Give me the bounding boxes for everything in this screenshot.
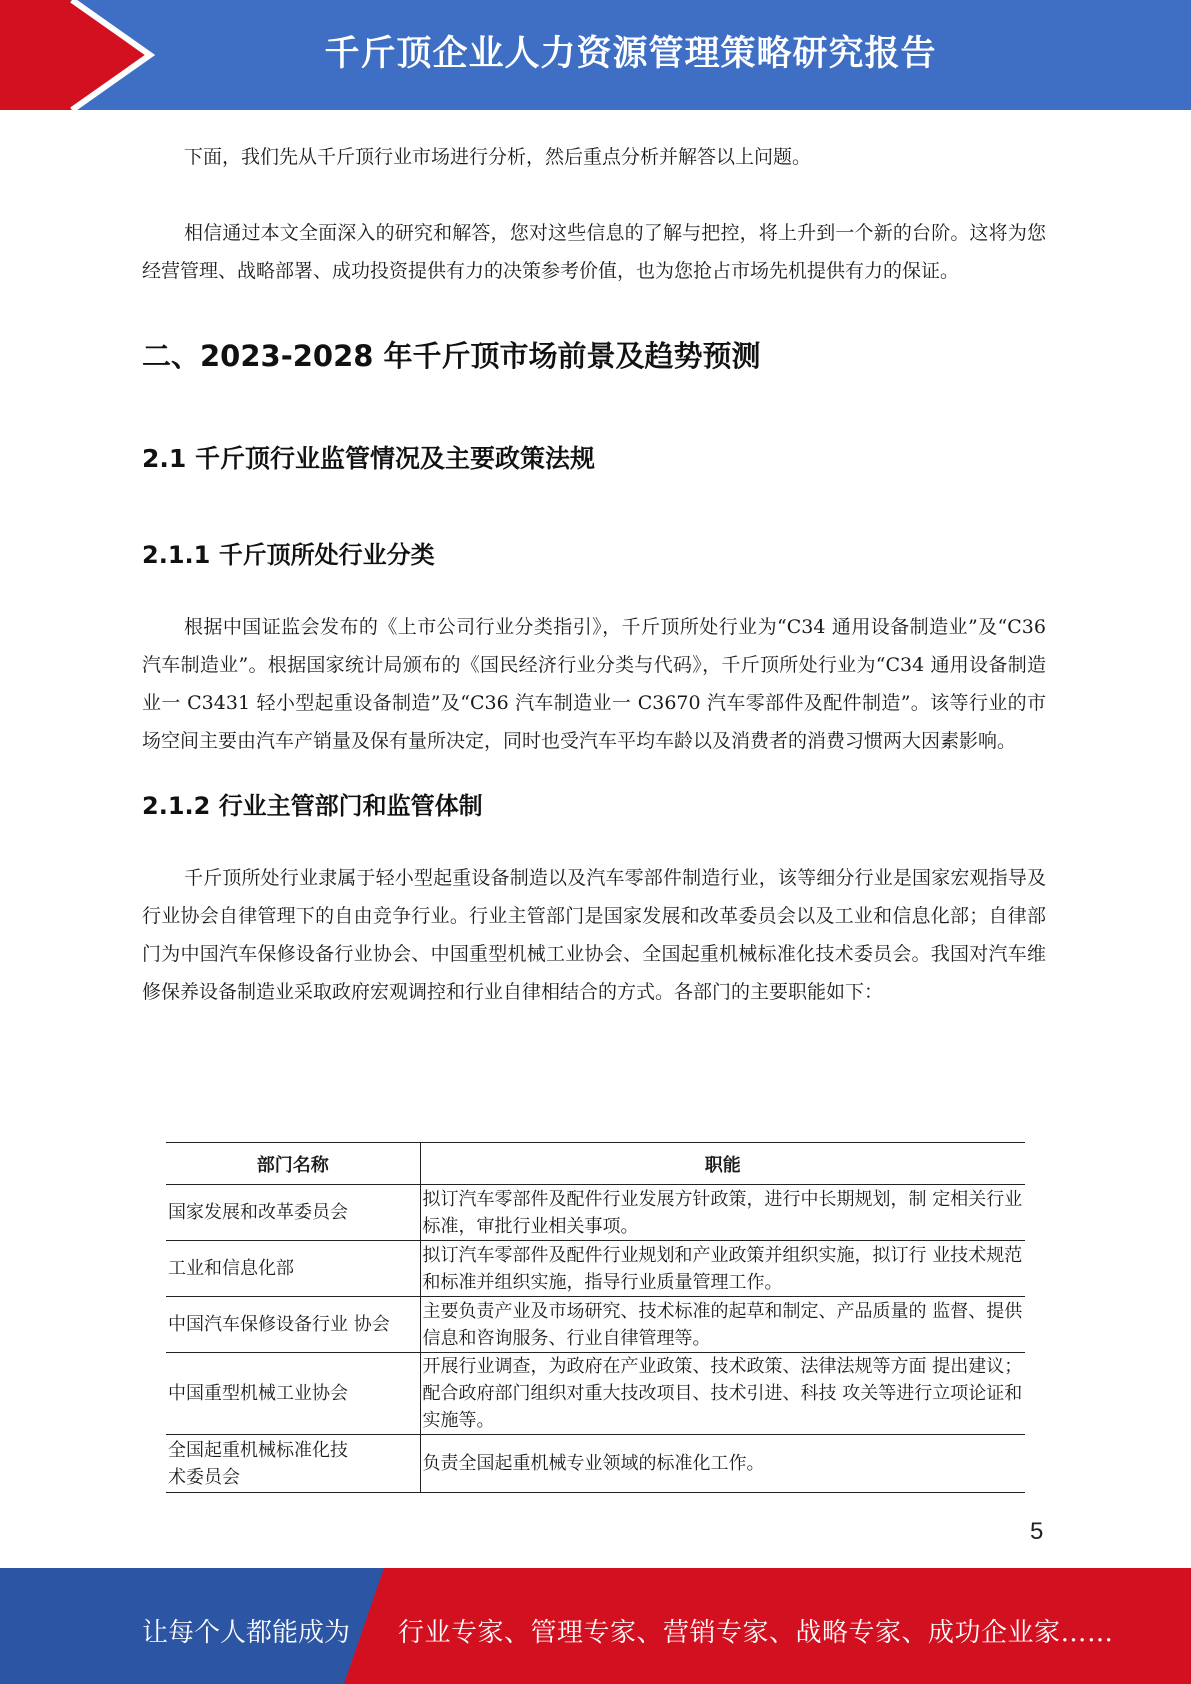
page-header bbox=[0, 0, 1191, 110]
section-2-1-2-heading: 2.1.2 行业主管部门和监管体制 bbox=[142, 792, 483, 820]
table-row bbox=[166, 1297, 1025, 1353]
table-row bbox=[166, 1353, 1025, 1435]
intro-paragraph-2: 相信通过本文全面深入的研究和解答，您对这些信息的了解与把控，将上升到一个新的台阶。这将为您经营管理、战略部署、成功投资提供有力的决策参考价值，也为您抢占市场先机提供有力的保证。 bbox=[142, 222, 1046, 282]
table-header-duty: 职能 bbox=[420, 1143, 1025, 1185]
section-2-heading: 二、2023-2028 年千斤顶市场前景及趋势预测 bbox=[142, 339, 761, 373]
table-cell-duty: 负责全国起重机械专业领域的标准化工作。 bbox=[420, 1435, 1025, 1493]
intro-paragraph-1: 下面，我们先从千斤顶行业市场进行分析，然后重点分析并解答以上问题。 bbox=[184, 146, 812, 168]
department-duties-table bbox=[166, 1142, 1025, 1493]
section-2-1-1-heading: 2.1.1 千斤顶所处行业分类 bbox=[142, 541, 435, 569]
table-cell-dept: 工业和信息化部 bbox=[166, 1241, 420, 1297]
table-cell-duty: 拟订汽车零部件及配件行业发展方针政策，进行中长期规划，制 定相关行业标准，审批行业相关事项。 bbox=[420, 1185, 1025, 1241]
table-cell-duty: 拟订汽车零部件及配件行业规划和产业政策并组织实施，拟订行 业技术规范和标准并组织实施，指导行业质量管理工作。 bbox=[420, 1241, 1025, 1297]
section-2-1-2-paragraph: 千斤顶所处行业隶属于轻小型起重设备制造以及汽车零部件制造行业，该等细分行业是国家宏观指导及行业协会自律管理下的自由竞争行业。行业主管部门是国家发展和改革委员会以及工业和信息化部；自律部门为中国汽车保修设备行业协会、中国重型机械工业协会、全国起重机械标准化技术委员会。我国对汽车维修保养设备制造业采取政府宏观调控和行业自律相结合的方式。各部门的主要职能如下： bbox=[142, 867, 1046, 1003]
table-cell-dept: 国家发展和改革委员会 bbox=[166, 1185, 420, 1241]
table-row bbox=[166, 1241, 1025, 1297]
page-number: 5 bbox=[1030, 1518, 1044, 1545]
page-content bbox=[142, 130, 1046, 1011]
footer-slogan-left: 让每个人都能成为 bbox=[142, 1618, 351, 1648]
section-2-1-1-paragraph: 根据中国证监会发布的《上市公司行业分类指引》，千斤顶所处行业为“C34 通用设备制造业”及“C36 汽车制造业”。根据国家统计局颁布的《国民经济行业分类与代码》，千斤顶所处行业为“C34 通用设备制造业一 C3431 轻小型起重设备制造”及“C36 汽车制造业一 C3670 汽车零部件及配件制造”。该等行业的市场空间主要由汽车产销量及保有量所决定，同时也受汽车平均车龄以及消费者的消费习惯两大因素影响。 bbox=[142, 616, 1046, 752]
table-header-row bbox=[166, 1143, 1025, 1185]
footer-slogan-right: 行业专家、管理专家、营销专家、战略专家、成功企业家…… bbox=[398, 1618, 1114, 1648]
table-row bbox=[166, 1185, 1025, 1241]
table-cell-dept: 全国起重机械标准化技术委员会 bbox=[166, 1435, 420, 1493]
table-cell-duty: 开展行业调查，为政府在产业政策、技术政策、法律法规等方面 提出建议；配合政府部门组织对重大技改项目、技术引进、科技 攻关等进行立项论证和实施等。 bbox=[420, 1353, 1025, 1435]
report-title: 千斤顶企业人力资源管理策略研究报告 bbox=[324, 34, 937, 74]
table-cell-dept: 中国汽车保修设备行业 协会 bbox=[166, 1297, 420, 1353]
table-cell-duty: 主要负责产业及市场研究、技术标准的起草和制定、产品质量的 监督、提供信息和咨询服务、行业自律管理等。 bbox=[420, 1297, 1025, 1353]
table-row bbox=[166, 1435, 1025, 1493]
section-2-1-heading: 2.1 千斤顶行业监管情况及主要政策法规 bbox=[142, 444, 595, 473]
table-header-dept: 部门名称 bbox=[166, 1143, 420, 1185]
table-cell-dept: 中国重型机械工业协会 bbox=[166, 1353, 420, 1435]
